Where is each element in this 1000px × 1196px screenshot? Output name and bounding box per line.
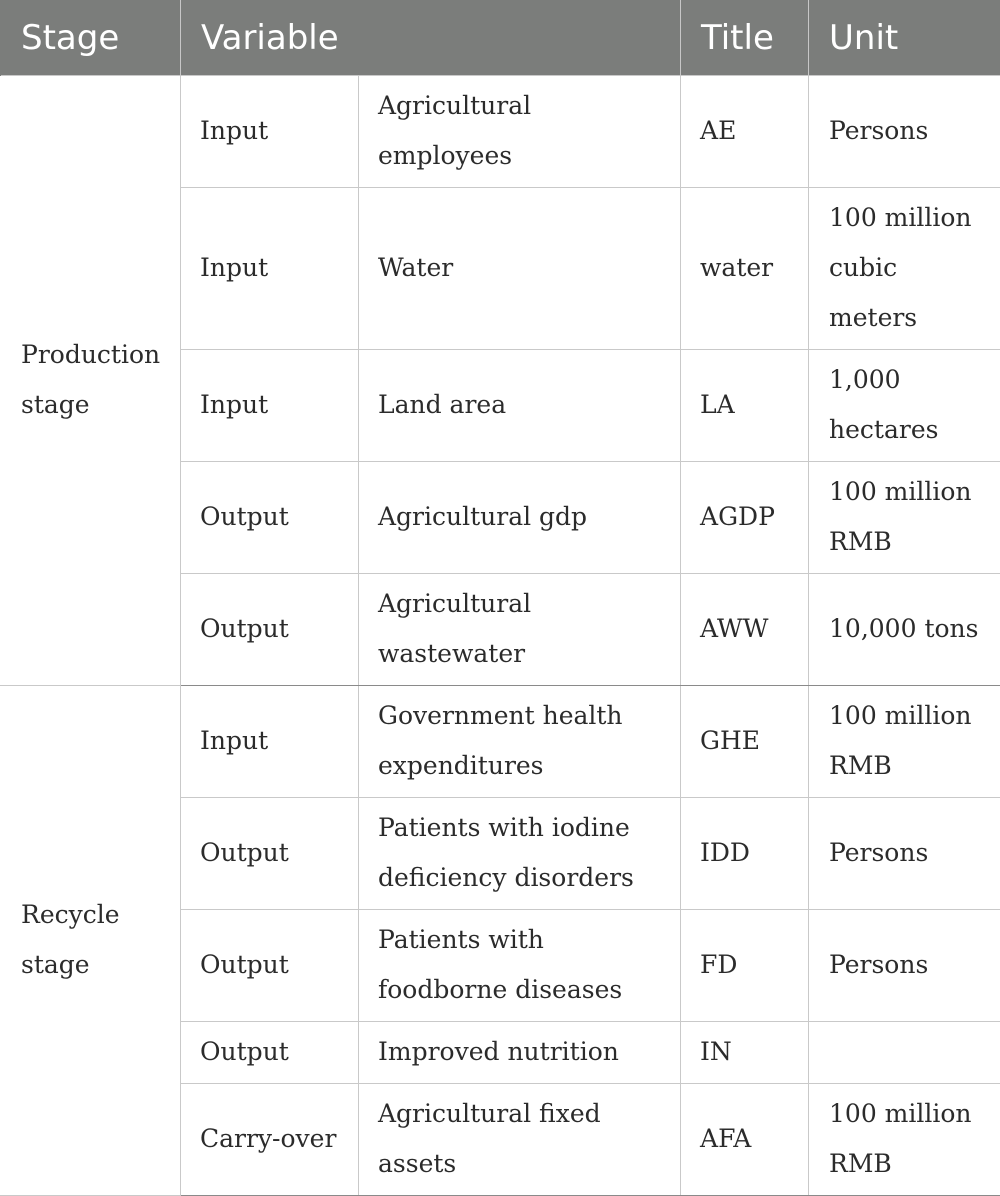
table-row — [1, 76, 1000, 188]
variable-type-cell: Output — [181, 462, 359, 574]
variable-type-cell: Output — [181, 574, 359, 686]
title-cell: IN — [681, 1022, 809, 1084]
unit-cell: 100 million cubic meters — [809, 188, 1000, 350]
variable-description-cell: Agricultural fixed assets — [359, 1084, 681, 1196]
unit-cell: 1,000 hectares — [809, 350, 1000, 462]
title-cell: LA — [681, 350, 809, 462]
title-cell: GHE — [681, 686, 809, 798]
variable-description-cell: Government health expenditures — [359, 686, 681, 798]
unit-cell: Persons — [809, 910, 1000, 1022]
variable-description-cell: Patients with foodborne diseases — [359, 910, 681, 1022]
title-cell: AWW — [681, 574, 809, 686]
variable-description-cell: Water — [359, 188, 681, 350]
variable-description-cell: Agricultural gdp — [359, 462, 681, 574]
variable-description-cell: Improved nutrition — [359, 1022, 681, 1084]
header-row — [1, 1, 1000, 76]
unit-cell: Persons — [809, 798, 1000, 910]
title-cell: water — [681, 188, 809, 350]
unit-cell — [809, 1022, 1000, 1084]
header-title: Title — [681, 1, 809, 76]
title-cell: AE — [681, 76, 809, 188]
stage-cell-production: Production stage — [1, 76, 181, 686]
variable-description-cell: Agricultural employees — [359, 76, 681, 188]
variable-description-cell: Agricultural wastewater — [359, 574, 681, 686]
title-cell: IDD — [681, 798, 809, 910]
unit-cell: 100 million RMB — [809, 686, 1000, 798]
title-cell: AFA — [681, 1084, 809, 1196]
variable-type-cell: Output — [181, 910, 359, 1022]
title-cell: FD — [681, 910, 809, 1022]
header-unit: Unit — [809, 1, 1000, 76]
variable-type-cell: Input — [181, 188, 359, 350]
variable-type-cell: Input — [181, 686, 359, 798]
table-body — [1, 76, 1000, 1196]
variable-type-cell: Carry-over — [181, 1084, 359, 1196]
unit-cell: 10,000 tons — [809, 574, 1000, 686]
header-variable: Variable — [181, 1, 681, 76]
stage-cell-recycle: Recycle stage — [1, 686, 181, 1196]
variable-type-cell: Output — [181, 798, 359, 910]
unit-cell: Persons — [809, 76, 1000, 188]
variable-description-cell: Patients with iodine deficiency disorders — [359, 798, 681, 910]
title-cell: AGDP — [681, 462, 809, 574]
unit-cell: 100 million RMB — [809, 462, 1000, 574]
header-stage: Stage — [1, 1, 181, 76]
unit-cell: 100 million RMB — [809, 1084, 1000, 1196]
table-header — [1, 1, 1000, 76]
table-row — [1, 686, 1000, 798]
variable-type-cell: Input — [181, 76, 359, 188]
variable-description-cell: Land area — [359, 350, 681, 462]
variable-type-cell: Output — [181, 1022, 359, 1084]
variable-type-cell: Input — [181, 350, 359, 462]
